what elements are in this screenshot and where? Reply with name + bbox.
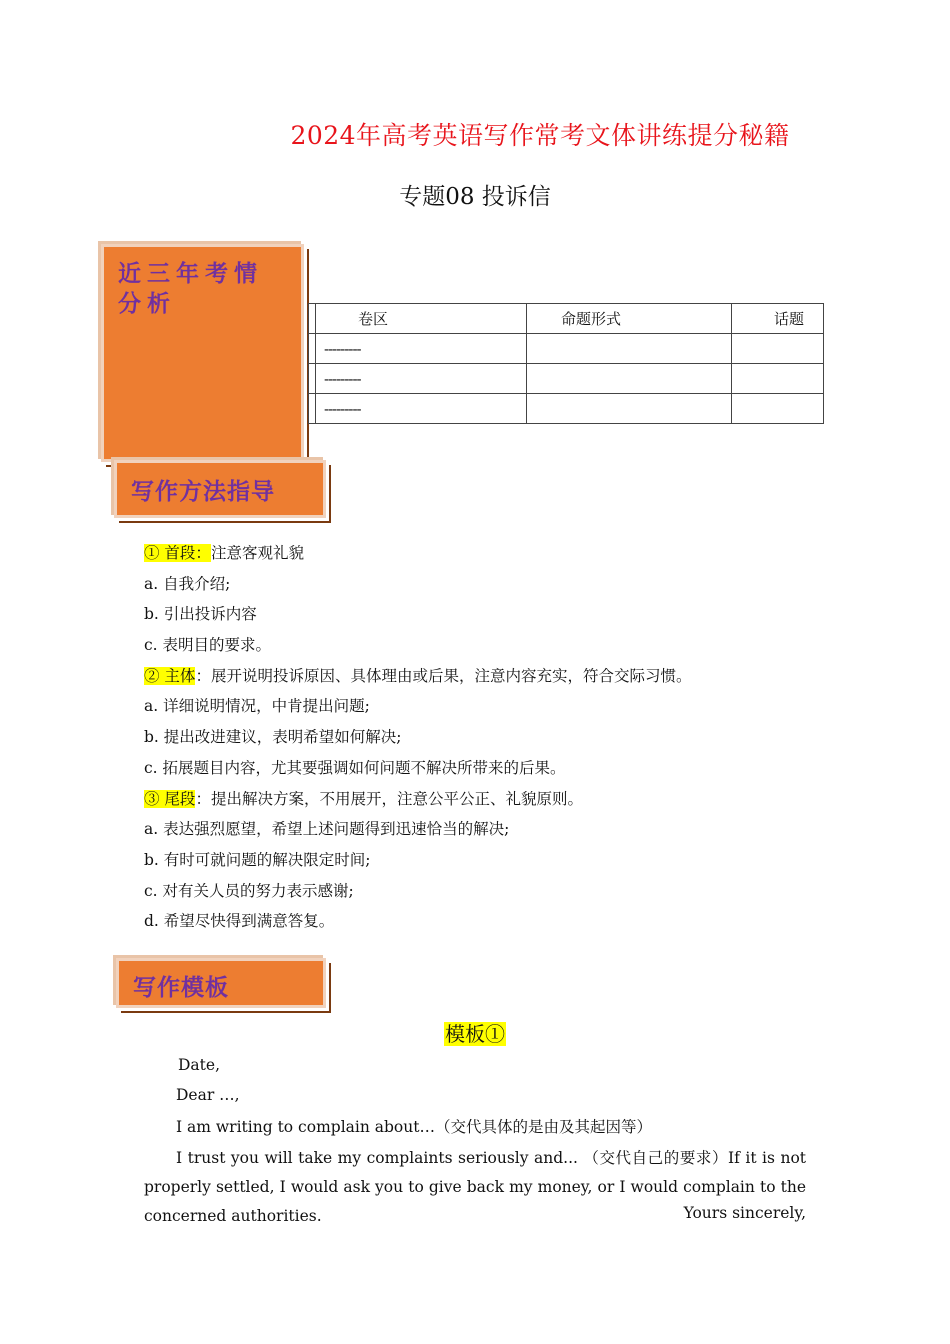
table-row <box>309 334 824 364</box>
table-cell: --------- <box>316 394 527 424</box>
template-section-box <box>116 958 326 1008</box>
table-header-row <box>309 304 824 334</box>
method-section-title: 写作方法指导 <box>131 479 275 505</box>
guide-line <box>144 908 844 939</box>
guide-line <box>144 786 844 817</box>
guide-line <box>144 816 844 847</box>
letter-closing: Yours sincerely, <box>683 1204 806 1222</box>
table-cell: --------- <box>316 364 527 394</box>
template-heading <box>0 1018 950 1047</box>
main-title: 2024年高考英语写作常考文体讲练提分秘籍 <box>290 121 790 150</box>
guide-line <box>144 755 844 786</box>
table-cell <box>732 364 824 394</box>
exam-analysis-box <box>101 244 304 462</box>
guide-text: d. 希望尽快得到满意答复。 <box>144 912 335 931</box>
exam-table <box>308 303 824 424</box>
guide-line <box>144 632 844 663</box>
method-section-box <box>114 460 326 518</box>
table-header-cell: 话题 <box>732 304 824 334</box>
table-cell <box>732 394 824 424</box>
exam-analysis-title: 近三年考情分析 <box>118 261 263 317</box>
guide-text: 注意客观礼貌 <box>210 544 304 562</box>
guide-text: b. 引出投诉内容 <box>144 605 257 624</box>
guide-line <box>144 847 844 878</box>
table-cell <box>527 394 732 424</box>
guide-text: a. 详细说明情况，中肯提出问题; <box>144 697 370 716</box>
guide-text: ：提出解决方案，不用展开，注意公平公正、礼貌原则。 <box>195 789 583 808</box>
template-heading-text: 模板① <box>445 1022 505 1046</box>
table-header-cell: 命题形式 <box>527 304 732 334</box>
table-row <box>309 364 824 394</box>
letter-date: Date, <box>178 1056 220 1074</box>
table-row <box>309 394 824 424</box>
table-header-cell: 卷区 <box>316 304 527 334</box>
guide-text: b. 有时可就问题的解决限定时间; <box>144 850 371 869</box>
guide-line <box>144 540 844 571</box>
template-section-title: 写作模板 <box>133 975 229 1001</box>
letter-opening-line: I am writing to complain about…（交代具体的是由及其起因等） <box>176 1118 652 1136</box>
table-cell <box>527 364 732 394</box>
guide-line <box>144 601 844 632</box>
guide-text: ：展开说明投诉原因、具体理由或后果，注意内容充实，符合交际习惯。 <box>195 666 692 685</box>
guide-text: c. 表明目的要求。 <box>144 636 272 655</box>
guide-highlight-label: ③ 尾段 <box>144 789 196 808</box>
guide-text: a. 表达强烈愿望，希望上述问题得到迅速恰当的解决; <box>144 820 510 839</box>
sub-title: 专题08 投诉信 <box>399 184 551 210</box>
letter-greeting: Dear …, <box>176 1086 240 1104</box>
guide-line <box>144 663 844 694</box>
guide-line <box>144 571 844 602</box>
guide-line <box>144 878 844 909</box>
table-cell <box>732 334 824 364</box>
guide-text: a. 自我介绍; <box>144 574 231 593</box>
letter-paragraph: I trust you will take my complaints seriously and... （交代自己的要求）If it is not properly settled, I would ask you to give back my money, or I would complain to the concerned authorities. <box>144 1149 806 1225</box>
method-guide <box>144 540 844 939</box>
table-cell: --------- <box>316 334 527 364</box>
table-cell <box>527 334 732 364</box>
guide-line <box>144 724 844 755</box>
guide-line <box>144 693 844 724</box>
guide-text: c. 拓展题目内容，尤其要强调如何问题不解决所带来的后果。 <box>144 758 566 777</box>
guide-text: b. 提出改进建议，表明希望如何解决; <box>144 728 402 747</box>
guide-highlight-label: ② 主体 <box>144 666 196 685</box>
guide-highlight-label: ① 首段： <box>144 544 211 562</box>
guide-text: c. 对有关人员的努力表示感谢; <box>144 881 354 900</box>
